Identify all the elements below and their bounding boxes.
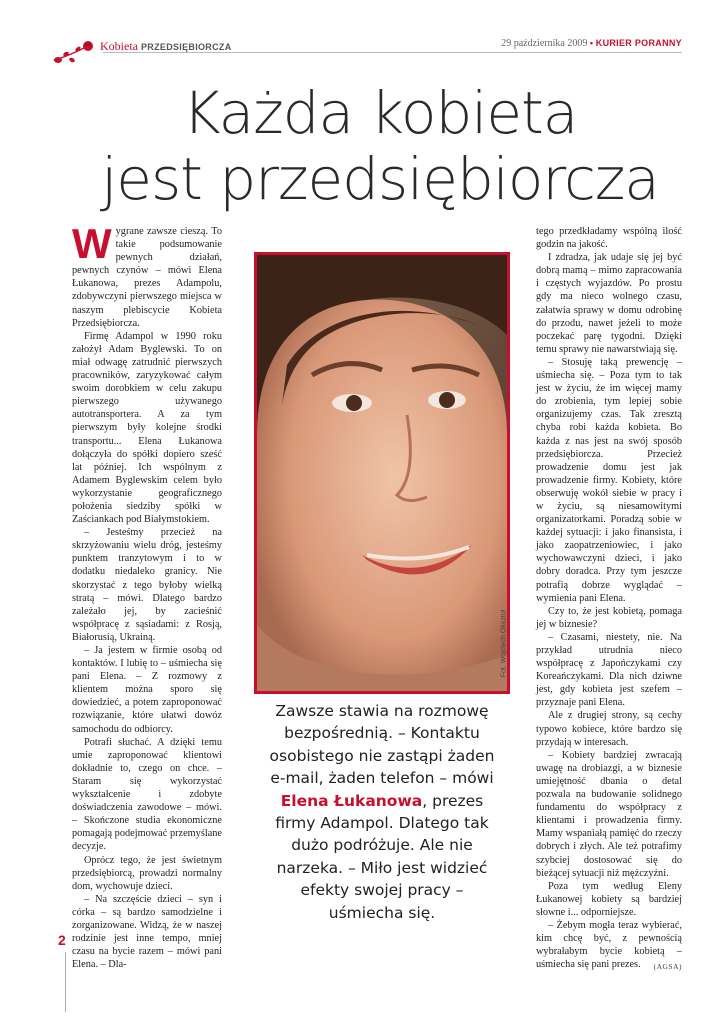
rose-icon	[50, 40, 98, 66]
paragraph: I zdradza, jak udaje się jej być dobrą mamą – mimo zapracowania i częstych wyjazdów. Po prostu gdy ma nieco wolnego czasu, załatwia sprawy w domu odrobinę do przodu, nawet jeżeli to może poczekać parę tygodni. Dzięki temu sprawy nie nawarstwiają się.	[536, 252, 682, 355]
paragraph: Firmę Adampol w 1990 roku założył Adam Byglewski. To on miał odwagę zatrudnić pierwszych pracowników, zaryzykować całym swoim dorobkiem w celu zakupu pierwszego używanego autotransportera. A za tym pierwszym były kolejne środki transportu... Elena Łukanowa dołączyła do spółki dopiero sześć lat później. Ich wspólnym z Adamem Byglewskim celem było wykorzystanie geograficznego położenia siedziby spółki w Zaściankach pod Białymstokiem.	[72, 330, 222, 526]
section-header	[50, 36, 250, 66]
drop-cap: W	[72, 220, 112, 267]
paragraph: – Kobiety bardziej zwracają uwagę na drobiazgi, a w biznesie umiejętność dbania o detal pozwala na budowanie solidnego fundamentu do współpracy z klientami i prowadzenia firmy. Mamy wspaniałą pamięć do rzeczy dobrych i złych. Ale też potrafimy szybciej dostosować się do bieżącej sytuacji niż mężczyźni.	[536, 749, 682, 879]
quoted-person-name: Elena Łukanowa	[280, 791, 423, 810]
photo-credit: Fot. Wojciech Oksztol	[500, 609, 508, 678]
newspaper-name: KURIER PORANNY	[595, 38, 682, 48]
woman-portrait-image	[257, 255, 507, 691]
paragraph: Wygrane zawsze cieszą. To takie podsumowanie pewnych działań, pewnych czynów – mówi Elena Łukanowa, prezes Adampolu, zdobywczyni pierwszego miejsca w naszym plebiscycie Kobieta Przedsiębiorcza.	[72, 220, 222, 329]
column-right	[536, 225, 682, 973]
issue-date: 29 października 2009	[501, 38, 588, 49]
portrait-photo	[254, 252, 510, 694]
pull-quote: Zawsze stawia na rozmowę bezpośrednią. – Kontaktu osobistego nie zastąpi żaden e-mail, żaden telefon – mówi Elena Łukanowa, prezes firmy Adampol. Dlatego tak dużo podróżuje. Ale nie narzeka. – Miło jest widzieć efekty swojej pracy – uśmiecha się.	[269, 702, 495, 922]
paragraph: – Żebym mogła teraz wybierać, kim chcę być, z pewnością wybrałabym bycie kobietą – uśmiecha się pani prezes. (AGSA)	[536, 919, 682, 971]
paragraph: – Stosuję taką prewencję – uśmiecha się. – Poza tym to tak jest w życiu, że im więcej mamy do zrobienia, tym lepiej sobie organizujemy czas. Tak zresztą chyba robi każda kobieta. Bo każda z nas jest na swój sposób przedsiębiorcza. Przecież prowadzenie domu jest jak prowadzenie firmy. Kobiety, które obserwuję wokół siebie w pracy i w życiu, są niesamowitymi organizatorkami. Poradzą sobie w każdej sytuacji: i jako finansista, i jako zaopatrzeniowiec, i jako wychowawczyni dzieci, i jako dobry doradca. Przy tym jeszcze potrafią dobrze wyglądać – wymienia pani Elena.	[536, 356, 682, 604]
header-rule	[103, 52, 682, 53]
page-rule	[65, 952, 66, 1012]
page-number: 2	[58, 932, 66, 948]
title-line-1: Każda kobieta	[182, 79, 578, 147]
paragraph: – Ja jestem w firmie osobą od kontaktów. I lubię to – uśmiecha się pani Elena. – Z rozmowy z klientem można sporo się dowiedzieć, a potem zaproponować rozwiązanie, które ułatwi dowóz samochodu do odbiorcy.	[72, 645, 222, 735]
article-title	[60, 80, 700, 212]
paragraph: – Czasami, niestety, nie. Na przykład utrudnia nieco współpracę z Japończykami czy Koreańczykami. Dla nich dziwne jest, gdy kobieta jest szefem – przyznaje pani Elena.	[536, 631, 682, 709]
paragraph: Czy to, że jest kobietą, pomaga jej w biznesie?	[536, 605, 682, 630]
issue-info	[501, 38, 682, 49]
paragraph: Ale z drugiej strony, są cechy typowo kobiece, które bardzo się przydają w interesach.	[536, 710, 682, 748]
paragraph: – Jesteśmy przecież na skrzyżowaniu wielu dróg, jesteśmy punktem tranzytowym i to w dodatku niedaleko granicy. Nie skorzystać z tego byłoby wielką stratą – mówi. Dlatego bardzo zależało jej, by zacieśnić współpracę z sąsiadami: z Rosją, Białorusią, Ukrainą.	[72, 527, 222, 643]
paragraph: Poza tym według Eleny Łukanowej kobiety są bardziej słowne i... odporniejsze.	[536, 880, 682, 918]
author-signature: (AGSA)	[653, 962, 682, 972]
bullet: •	[589, 38, 594, 48]
paragraph: Potrafi słuchać. A dzięki temu umie zaproponować klientowi dokładnie to, czego on chce. – Staram się wykorzystać wykształcenie i zdobyte doświadczenia zawodowe – mówi. – Skończone studia ekonomiczne pomagają podejmować przemyślane decyzje.	[72, 736, 222, 853]
paragraph: tego przedkładamy wspólną ilość godzin na jakość.	[536, 226, 682, 251]
paragraph: – Na szczęście dzieci – syn i córka – są bardzo samodzielne i zorganizowane. Widzą, że w naszej rodzinie jest inne tempo, mniej czasu na bycie razem – mówi pani Elena. – Dla-	[72, 893, 222, 971]
section-name: Kobieta PRZEDSIĘBIORCZA	[100, 39, 232, 53]
paragraph: Oprócz tego, że jest świetnym przedsiębiorcą, prowadzi normalny dom, wychowuje dzieci.	[72, 854, 222, 892]
column-left	[72, 220, 222, 971]
title-line-2: jest przedsiębiorcza	[101, 145, 659, 213]
